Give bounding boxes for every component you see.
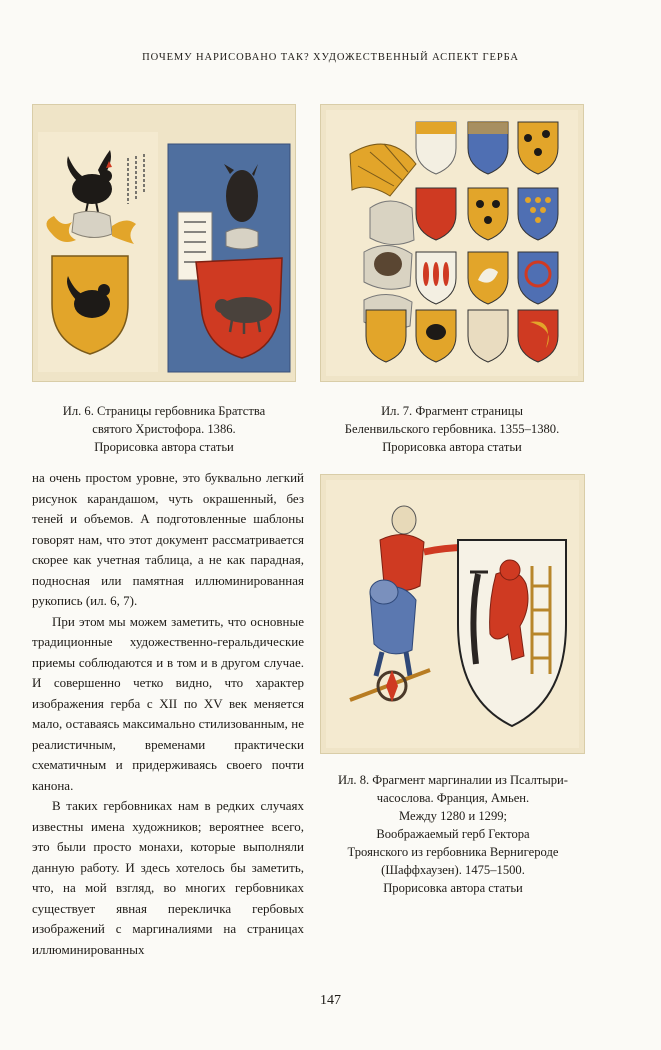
illustration-6-caption: [32, 402, 296, 456]
caption-line: Воображаемый герб Гектора: [376, 827, 530, 841]
caption-line: Прорисовка автора статьи: [383, 881, 523, 895]
caption-line: Троянского из гербовника Вернигероде: [347, 845, 559, 859]
illustration-8-caption: [312, 771, 594, 897]
caption-line: Ил. 8. Фрагмент маргиналии из Псалтыри-: [338, 773, 568, 787]
caption-line: Между 1280 и 1299;: [398, 809, 508, 823]
caption-line: Беленвильского гербовника. 1355–1380.: [344, 422, 560, 436]
caption-line: Прорисовка автора статьи: [382, 440, 522, 454]
illustration-6-image: [32, 104, 296, 382]
illustration-7-image: [320, 104, 584, 382]
caption-line: Прорисовка автора статьи: [94, 440, 234, 454]
illustration-8-image: [320, 474, 585, 754]
illustration-7-caption: [320, 402, 584, 456]
page-number: 147: [320, 993, 341, 1008]
caption-line: часослова. Франция, Амьен.: [376, 791, 530, 805]
paragraph: В таких гербовниках нам в редких случаях известны имена художников; вероятнее всего, это были просто монахи, которые выполняли данную работу. И здесь хотелось бы заметить, что, на мой взгляд, во многих гербовниках существует явная перекличка гербовых изображений с маргиналиями на страницах иллюминированных: [32, 798, 304, 957]
caption-line: святого Христофора. 1386.: [92, 422, 236, 436]
caption-line: Ил. 7. Фрагмент страницы: [381, 404, 523, 418]
running-head: ПОЧЕМУ НАРИСОВАНО ТАК? ХУДОЖЕСТВЕННЫЙ АСПЕКТ ГЕРБА: [142, 52, 519, 63]
caption-line: Ил. 6. Страницы гербовника Братства: [62, 404, 266, 418]
paragraph: При этом мы можем заметить, что основные традиционные художественно-геральдические приемы соблюдаются и в том и в другом случае. И совершенно четко видно, что характер изображения герба с XII по XV век меняется мало, оставаясь максимально стилизованным, не реалистичным, временами практически схематичным и придерживаясь своего почти канона.: [32, 613, 304, 793]
caption-line: (Шаффхаузен). 1475–1500.: [381, 863, 525, 877]
body-text: [32, 468, 304, 960]
paragraph: на очень простом уровне, это буквально легкий рисунок карандашом, чуть окрашенный, без теней и объемов. А подготовленные шаблоны говорят нам, что этот документ рассматривается скорее как учетная таблица, а не как парадная, подносная или памятная иллюминированная рукопись (ил. 6, 7).: [32, 470, 304, 608]
